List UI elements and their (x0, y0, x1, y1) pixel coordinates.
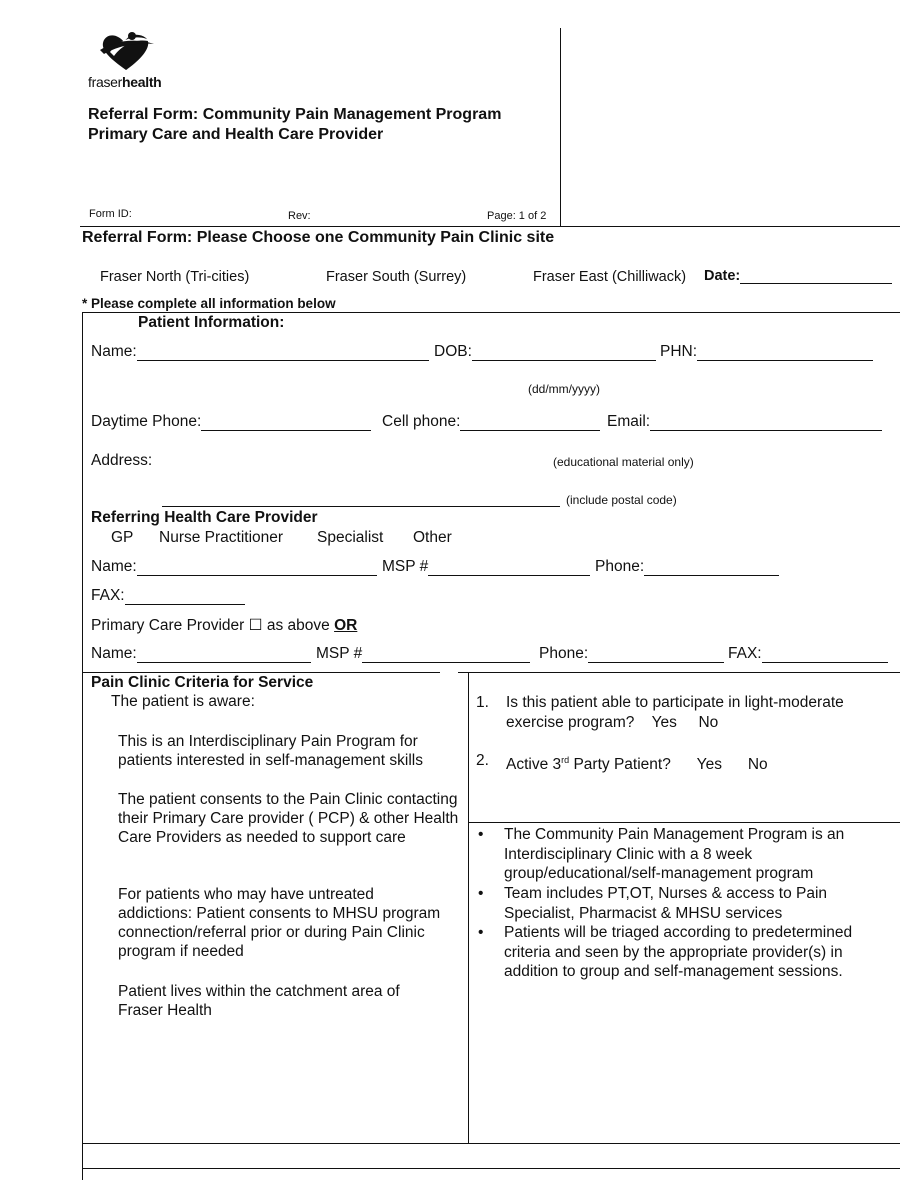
pcp-msp-field[interactable]: MSP # (316, 645, 530, 663)
provider-msp-field[interactable]: MSP # (382, 558, 590, 576)
provider-type-specialist[interactable]: Specialist (317, 529, 384, 546)
cell-phone-field[interactable]: Cell phone: (382, 413, 600, 431)
instruction-text: * Please complete all information below (82, 296, 336, 311)
criteria-column-divider (468, 672, 469, 1143)
site-option-fraser-north[interactable]: Fraser North (Tri-cities) (100, 269, 250, 285)
email-hint: (educational material only) (553, 455, 694, 469)
address-line[interactable] (162, 506, 560, 507)
email-field[interactable]: Email: (607, 413, 882, 431)
criteria-item: For patients who may have untreated addictions: Patient consents to MHSU program connection/referral prior or during Pain Clinic program if needed (118, 886, 441, 960)
pcp-fax-field[interactable]: FAX: (728, 645, 888, 663)
form-title-line2: Primary Care and Health Care Provider (88, 126, 384, 143)
header-divider-vertical (560, 28, 561, 226)
page-number: Page: 1 of 2 (487, 210, 547, 222)
dob-format-hint: (dd/mm/yyyy) (528, 382, 600, 396)
q1-no-option[interactable]: No (698, 713, 719, 731)
criteria-item: Patient lives within the catchment area of Fraser Health (118, 983, 400, 1019)
patient-section-title: Patient Information: (138, 314, 285, 331)
fraser-health-logo (88, 30, 168, 92)
criteria-bottom-rule (82, 1143, 900, 1144)
provider-type-gp[interactable]: GP (111, 529, 134, 546)
heart-person-icon (96, 30, 156, 72)
form-id-label: Form ID: (89, 208, 132, 220)
patient-dob-field[interactable]: DOB: (434, 343, 656, 361)
date-label: Date: (704, 268, 741, 284)
provider-fax-field[interactable]: FAX: (91, 587, 245, 605)
logo-text-bold: health (122, 74, 162, 90)
criteria-item: The patient consents to the Pain Clinic contacting their Primary Care provider ( PCP) & other Health Care Providers as needed to support care (118, 791, 459, 846)
rev-label: Rev: (288, 210, 311, 222)
provider-name-field[interactable]: Name: (91, 558, 377, 576)
site-option-fraser-east[interactable]: Fraser East (Chilliwack) (533, 269, 687, 285)
site-option-fraser-south[interactable]: Fraser South (Surrey) (326, 269, 467, 285)
date-field[interactable] (704, 268, 892, 284)
patient-phn-field[interactable]: PHN: (660, 343, 873, 361)
provider-type-other[interactable]: Other (413, 529, 452, 546)
daytime-phone-field[interactable]: Daytime Phone: (91, 413, 371, 431)
criteria-aware-text: The patient is aware: (111, 693, 255, 710)
pcp-phone-field[interactable]: Phone: (539, 645, 724, 663)
patient-name-field[interactable]: Name: (91, 343, 429, 361)
questions-bottom-rule (468, 822, 900, 823)
header-bottom-rule (80, 226, 900, 227)
bullet-icon: • (478, 885, 484, 902)
pcp-checkbox[interactable]: ☐ (248, 617, 263, 634)
criteria-section-title: Pain Clinic Criteria for Service (91, 674, 314, 691)
pcp-row: Primary Care Provider ☐ as above OR (91, 617, 358, 634)
form-box-left (82, 312, 83, 1180)
pcp-name-field[interactable]: Name: (91, 645, 311, 663)
form-title-line1: Referral Form: Community Pain Management Program (88, 106, 502, 123)
criteria-item: This is an Interdisciplinary Pain Program for patients interested in self-management skills (118, 733, 423, 769)
q2-no-option[interactable]: No (747, 756, 768, 774)
q1-yes-option[interactable]: Yes (651, 713, 677, 731)
criteria-top-rule-right (458, 672, 900, 673)
provider-type-np[interactable]: Nurse Practitioner (159, 529, 284, 546)
provider-phone-field[interactable]: Phone: (595, 558, 779, 576)
bullet-icon: • (478, 924, 484, 941)
site-selection-heading: Referral Form: Please Choose one Community Pain Clinic site (82, 229, 555, 246)
provider-section-title: Referring Health Care Provider (91, 509, 318, 526)
or-text: OR (334, 617, 358, 634)
address-label: Address: (91, 452, 153, 469)
postal-code-hint: (include postal code) (566, 493, 677, 507)
form-box-top (82, 312, 900, 313)
q2-yes-option[interactable]: Yes (696, 756, 722, 774)
bullet-icon: • (478, 826, 484, 843)
criteria-top-rule-left (82, 672, 440, 673)
logo-text-light: fraser (88, 74, 122, 90)
form-next-row-rule (82, 1168, 900, 1169)
